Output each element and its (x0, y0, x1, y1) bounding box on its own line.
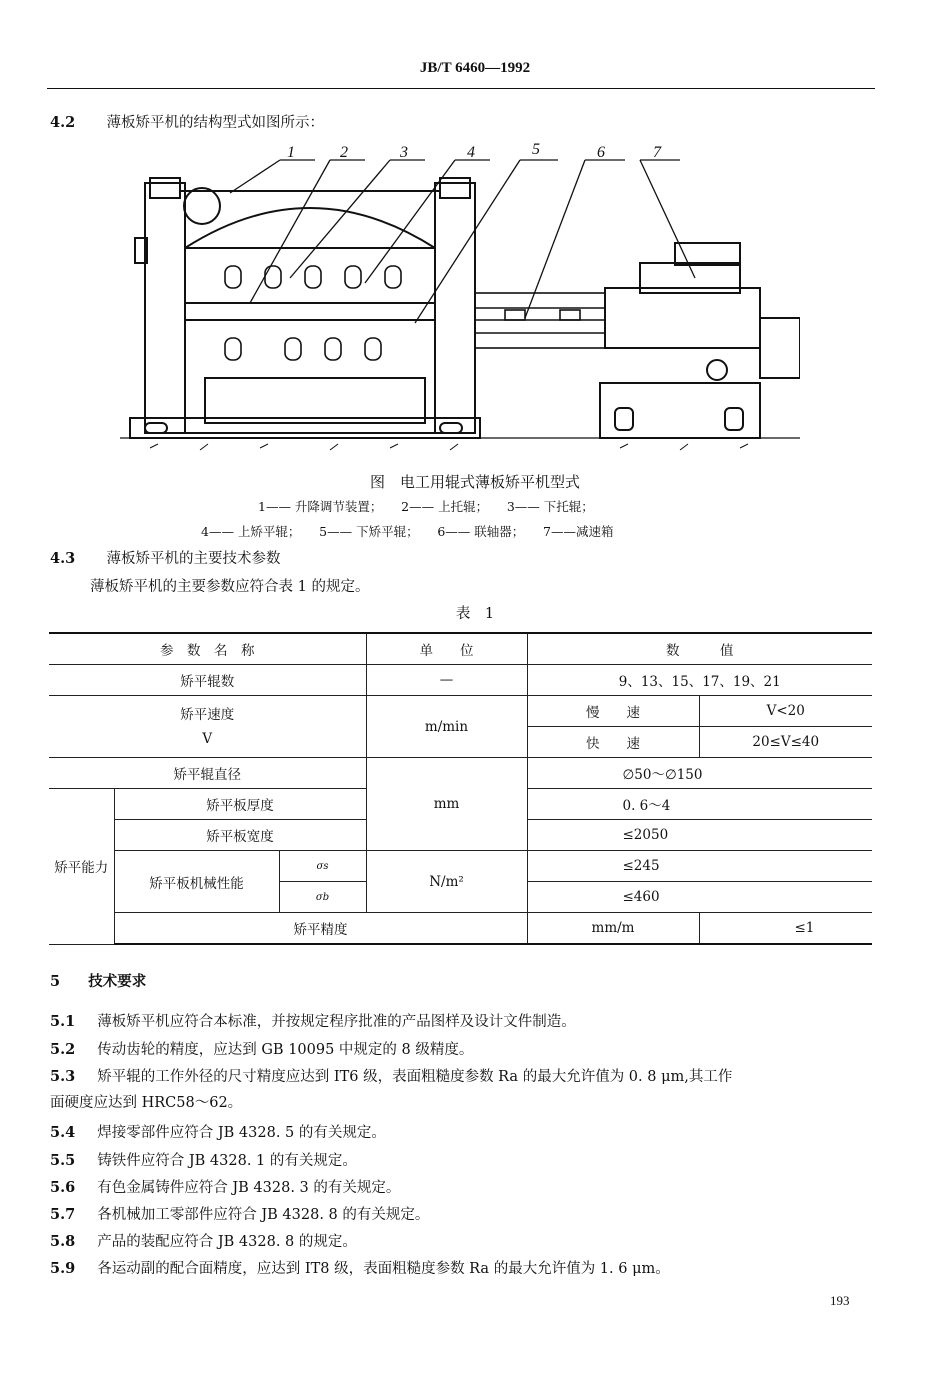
figure-legend-row-2: 4—— 上矫平辊； 5—— 下矫平辊； 6—— 联轴器； 7——减速箱 (201, 524, 614, 539)
header-value: 数 值 (527, 633, 872, 665)
callout-3: 3 (400, 144, 408, 161)
section-text: 薄板矫平机的结构型式如图所示： (106, 115, 324, 131)
clause-5-9: 5.9 各运动副的配合面精度，应达到 IT8 级，表面粗糙度参数 Ra 的最大允许值为 1. 6 μm。 (50, 1260, 670, 1277)
header-unit: 单 位 (366, 633, 527, 665)
callout-6: 6 (597, 144, 605, 161)
table-row: 快 速 20≤V≤40 (49, 727, 872, 758)
section-number: 4.2 (50, 114, 76, 131)
section-4-2 (50, 113, 324, 133)
clause-5-4: 5.4 焊接零部件应符合 JB 4328. 5 的有关规定。 (50, 1124, 386, 1141)
base-block (205, 378, 425, 423)
table-row: 矫平板机械性能 σs N/m² ≤245 (49, 851, 872, 882)
adjust-wheel (184, 188, 220, 224)
leader-lines (230, 160, 695, 323)
right-housing (435, 178, 475, 433)
section-5-heading: 5 技术要求 (50, 973, 147, 990)
table-row: 矫平辊直径 mm ∅50～∅150 (49, 758, 872, 789)
table-row: 矫平能力 矫平板厚度 0. 6～4 (49, 789, 872, 820)
base-plate (130, 418, 480, 438)
left-housing (135, 178, 185, 433)
roll-openings (225, 266, 401, 360)
clause-5-6: 5.6 有色金属铸件应符合 JB 4328. 3 的有关规定。 (50, 1179, 401, 1196)
clause-5-1: 5.1 薄板矫平机应符合本标准，并按规定程序批准的产品图样及设计文件制造。 (50, 1013, 576, 1030)
figure-legend-row-1: 1—— 升降调节装置； 2—— 上托辊； 3—— 下托辊； (258, 499, 594, 514)
gearbox (600, 243, 800, 438)
section-title: 薄板矫平机的主要技术参数 (106, 551, 281, 567)
arch-beam (185, 208, 435, 248)
section-4-3 (50, 549, 280, 569)
callout-1: 1 (287, 144, 295, 161)
clause-5-3: 5.3 矫平辊的工作外径的尺寸精度应达到 IT6 级，表面粗糙度参数 Ra 的最大允许值为 0. 8 μm,其工作 (50, 1068, 733, 1085)
callout-2: 2 (340, 144, 348, 161)
table-header-row (49, 633, 872, 665)
clause-5-7: 5.7 各机械加工零部件应符合 JB 4328. 8 的有关规定。 (50, 1206, 430, 1223)
section-4-3-text: 薄板矫平机的主要参数应符合表 1 的规定。 (90, 579, 370, 595)
callout-4: 4 (467, 144, 475, 161)
document-header: JB/T 6460—1992 (419, 60, 531, 76)
page-number: 193 (830, 1293, 850, 1308)
clause-5-2: 5.2 传动齿轮的精度，应达到 GB 10095 中规定的 8 级精度。 (50, 1041, 474, 1058)
table-row: σb ≤460 (49, 882, 872, 913)
table-caption: 表 1 (455, 606, 495, 622)
table-row: 矫平板宽度 ≤2050 (49, 820, 872, 851)
clause-5-5: 5.5 铸铁件应符合 JB 4328. 1 的有关规定。 (50, 1152, 357, 1169)
callout-5: 5 (532, 141, 540, 158)
main-body (185, 248, 435, 433)
header-param: 参 数 名 称 (49, 633, 366, 665)
coupling-shafts (475, 293, 605, 348)
parameter-table (49, 632, 872, 945)
machine-drawing (120, 138, 800, 468)
table-row: 矫平辊数 — 9、13、15、17、19、21 (49, 665, 872, 696)
table-row: 矫平速度 V m/min 慢 速 V<20 (49, 696, 872, 727)
clause-5-3-continued: 面硬度应达到 HRC58～62。 (50, 1095, 243, 1111)
callout-labels (287, 141, 662, 161)
figure-caption: 图 电工用辊式薄板矫平机型式 (369, 473, 580, 491)
table-row: 矫平精度 mm/m ≤1 (49, 913, 872, 945)
section-number: 4.3 (50, 550, 76, 567)
header-rule (47, 88, 875, 89)
clause-5-8: 5.8 产品的装配应符合 JB 4328. 8 的规定。 (50, 1233, 357, 1250)
ground-hatch (150, 444, 748, 450)
callout-7: 7 (653, 144, 661, 161)
